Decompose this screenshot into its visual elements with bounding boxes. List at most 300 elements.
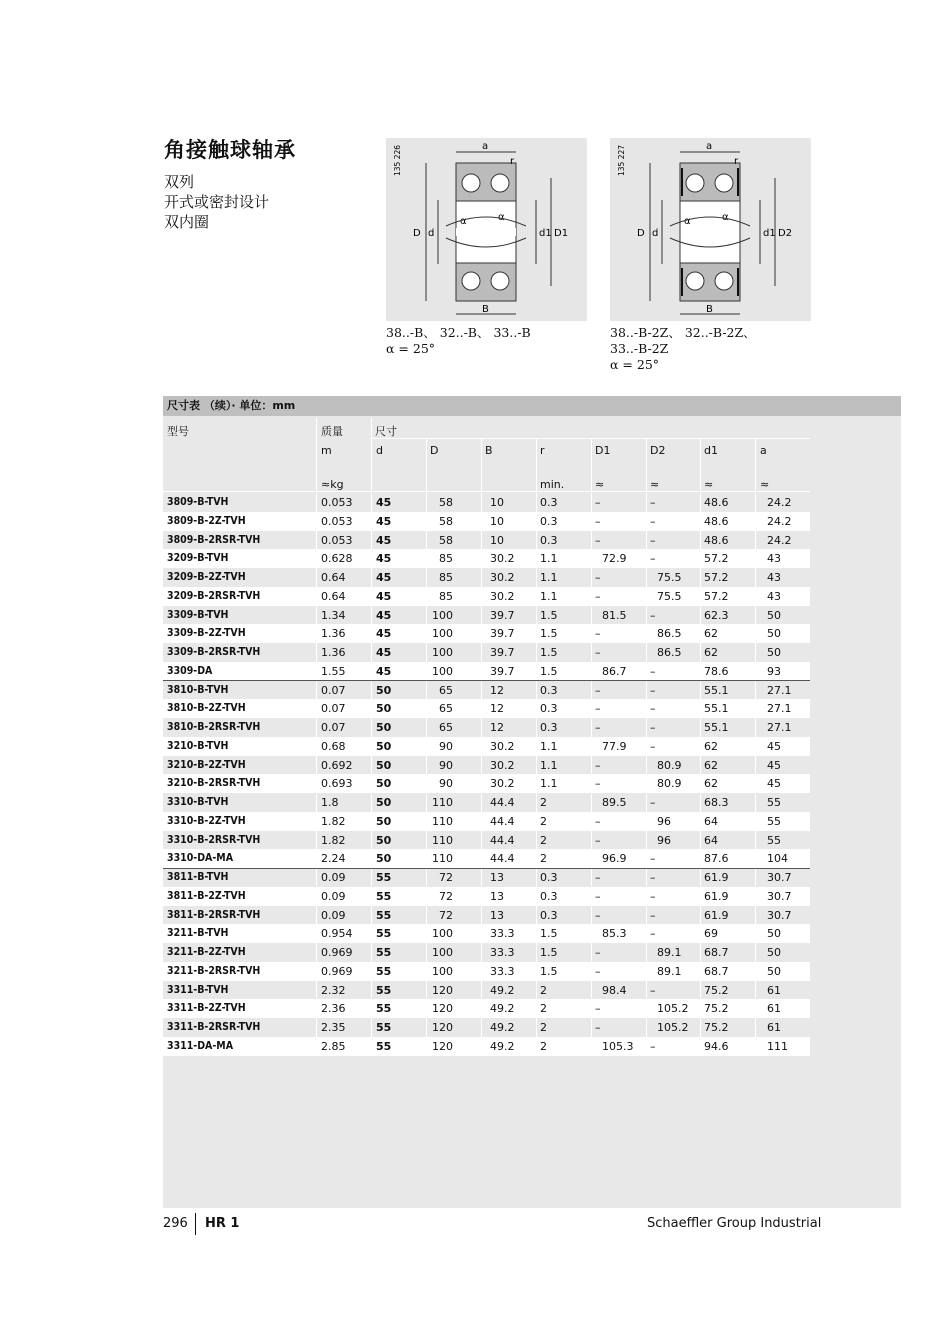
cell-d1: 55.1 (704, 721, 729, 734)
cell-mass: 0.09 (321, 889, 346, 903)
cell-r: 0.3 (540, 889, 558, 903)
cell-r: 1.1 (540, 739, 558, 753)
cell-D1: – (595, 1002, 601, 1016)
cell-D: 100 (432, 964, 453, 978)
cell-B: 12 (490, 683, 504, 697)
cell-r: 1.1 (540, 552, 558, 566)
cell-designation: 3310-DA-MA (167, 852, 234, 865)
table-row (163, 549, 810, 568)
cell-d: 45 (376, 608, 392, 622)
cell-mass: 0.053 (321, 514, 353, 528)
cell-mass: 1.55 (321, 664, 346, 678)
cell-D1: – (595, 683, 601, 697)
cell-d1: 62 (704, 646, 718, 659)
table-row (163, 624, 810, 643)
cell-d1: 61.9 (704, 889, 729, 903)
cell-d: 50 (376, 721, 392, 734)
table-row (163, 587, 810, 606)
cell-D: 72 (439, 908, 453, 922)
cell-r: 1.5 (540, 664, 558, 678)
cell-a: 50 (767, 646, 781, 659)
cell-designation: 3209-B-TVH (167, 552, 229, 565)
cell-B: 30.2 (490, 552, 515, 566)
cell-r: 1.1 (540, 777, 558, 791)
cell-d1: 48.6 (704, 514, 729, 528)
cell-r: 1.5 (540, 627, 558, 641)
cell-a: 55 (767, 814, 781, 828)
cell-d1: 68.7 (704, 964, 729, 978)
cell-D1: 86.7 (602, 664, 627, 678)
cell-d1: 62 (704, 627, 718, 641)
cell-B: 30.2 (490, 571, 515, 584)
cell-designation: 3810-B-2Z-TVH (167, 702, 246, 715)
cell-D: 120 (432, 1002, 453, 1016)
cell-designation: 3310-B-2RSR-TVH (167, 833, 261, 846)
cell-r: 2 (540, 1039, 547, 1053)
cell-d1: 64 (704, 833, 718, 847)
cell-d: 55 (376, 964, 392, 978)
cell-B: 39.7 (490, 646, 515, 659)
cell-d: 45 (376, 552, 392, 566)
cell-d: 50 (376, 814, 392, 828)
cell-D2: – (650, 608, 656, 622)
cell-D1: – (595, 814, 601, 828)
cell-r: 1.5 (540, 964, 558, 978)
cell-D: 100 (432, 646, 453, 659)
dim-label-d: d (428, 228, 435, 239)
cell-a: 30.7 (767, 908, 792, 922)
cell-D1: – (595, 702, 601, 716)
cell-D2: – (650, 908, 656, 922)
dim-label-B: B (706, 304, 713, 315)
cell-D2: 89.1 (657, 946, 682, 959)
cell-designation: 3311-B-TVH (167, 983, 229, 996)
cell-D2: – (650, 852, 656, 866)
cell-D: 120 (432, 1021, 453, 1034)
cell-d: 50 (376, 739, 392, 753)
cell-mass: 2.32 (321, 983, 346, 997)
cell-B: 49.2 (490, 1002, 515, 1016)
dim-label-D1: D1 (554, 228, 569, 239)
cell-D1: – (595, 964, 601, 978)
cell-D: 58 (439, 496, 453, 509)
table-row (163, 718, 810, 737)
dim-label-D2: D2 (778, 228, 793, 239)
cell-D: 110 (432, 852, 453, 866)
cell-a: 50 (767, 927, 781, 941)
cell-mass: 0.09 (321, 908, 346, 922)
cell-designation: 3810-B-2RSR-TVH (167, 721, 261, 733)
table-row (163, 812, 810, 831)
table-row (163, 774, 810, 793)
header-col-D2: D2 (650, 444, 666, 457)
cell-d1: 57.2 (704, 571, 729, 584)
cell-r: 2 (540, 833, 547, 847)
cell-r: 2 (540, 1002, 547, 1016)
subtitle-line: 双内圈 (164, 213, 210, 231)
dim-label-d1: d1 (539, 228, 552, 239)
cell-D2: 75.5 (657, 589, 682, 603)
table-row (163, 849, 810, 868)
cell-designation: 3210-B-TVH (167, 739, 229, 752)
cell-d: 45 (376, 496, 392, 509)
cell-D1: – (595, 646, 601, 659)
cell-d: 55 (376, 983, 392, 997)
cell-B: 44.4 (490, 852, 515, 866)
table-row (163, 868, 810, 887)
cell-D2: – (650, 496, 656, 509)
cell-a: 30.7 (767, 889, 792, 903)
cell-D1: 89.5 (602, 796, 627, 809)
cell-mass: 0.954 (321, 927, 353, 941)
cell-B: 49.2 (490, 983, 515, 997)
cell-D1: – (595, 496, 601, 509)
cell-B: 10 (490, 533, 504, 547)
cell-D2: – (650, 533, 656, 547)
cell-D: 65 (439, 683, 453, 697)
cell-D1: – (595, 908, 601, 922)
cell-d: 50 (376, 702, 392, 716)
cell-d1: 64 (704, 814, 718, 828)
cell-mass: 0.64 (321, 571, 346, 584)
cell-D2: – (650, 552, 656, 566)
cell-r: 1.5 (540, 646, 558, 659)
cell-D1: – (595, 1021, 601, 1034)
cell-B: 10 (490, 514, 504, 528)
cell-d1: 57.2 (704, 589, 729, 603)
cell-designation: 3310-B-TVH (167, 796, 229, 808)
cell-D: 58 (439, 514, 453, 528)
cell-designation: 3211-B-TVH (167, 927, 229, 940)
cell-mass: 2.24 (321, 852, 346, 866)
cell-D2: – (650, 702, 656, 716)
cell-D1: – (595, 533, 601, 547)
cell-d1: 62.3 (704, 608, 729, 622)
header-col-a: a (760, 444, 767, 457)
cell-D1: – (595, 571, 601, 584)
cell-d1: 75.2 (704, 1002, 729, 1016)
cell-d: 45 (376, 589, 392, 603)
cell-D2: – (650, 1039, 656, 1053)
cell-d1: 55.1 (704, 683, 729, 697)
cell-D: 120 (432, 983, 453, 997)
cell-D: 90 (439, 777, 453, 791)
cell-a: 104 (767, 852, 788, 866)
bearing-drawing-shielded (610, 138, 811, 321)
cell-d: 55 (376, 946, 392, 959)
header-mass-symbol: m (321, 444, 332, 457)
cell-D: 100 (432, 608, 453, 622)
cell-r: 0.3 (540, 496, 558, 509)
cell-d: 50 (376, 796, 392, 809)
cell-D2: – (650, 889, 656, 903)
cell-D1: – (595, 946, 601, 959)
cell-D1: – (595, 833, 601, 847)
header-designation: 型号 (167, 425, 189, 438)
cell-D2: 96 (657, 814, 671, 828)
cell-a: 24.2 (767, 496, 792, 509)
cell-D1: – (595, 627, 601, 641)
cell-B: 33.3 (490, 927, 515, 941)
cell-d: 55 (376, 871, 392, 884)
cell-d: 55 (376, 889, 392, 903)
cell-mass: 0.969 (321, 946, 353, 959)
dim-label-B: B (482, 304, 489, 315)
cell-D2: 105.2 (657, 1002, 689, 1016)
cell-r: 0.3 (540, 908, 558, 922)
cell-D: 85 (439, 552, 453, 566)
cell-mass: 0.64 (321, 589, 346, 603)
cell-D1: 77.9 (602, 739, 627, 753)
cell-D: 120 (432, 1039, 453, 1053)
cell-d: 45 (376, 571, 392, 584)
cell-D: 100 (432, 627, 453, 641)
cell-a: 55 (767, 796, 781, 809)
cell-designation: 3311-B-2Z-TVH (167, 1002, 246, 1015)
table-row (163, 662, 810, 681)
cell-B: 30.2 (490, 739, 515, 753)
unit-D1: ≈ (595, 478, 605, 491)
cell-d1: 62 (704, 758, 718, 772)
header-col-d1: d1 (704, 444, 718, 457)
cell-mass: 0.68 (321, 739, 346, 753)
angle-label: α (460, 216, 467, 227)
cell-r: 0.3 (540, 702, 558, 716)
cell-r: 0.3 (540, 514, 558, 528)
cell-D2: 86.5 (657, 646, 682, 659)
cell-designation: 3309-B-TVH (167, 608, 229, 621)
cell-D2: – (650, 683, 656, 697)
cell-designation: 3309-B-2RSR-TVH (167, 646, 261, 658)
table-row (163, 568, 810, 587)
company-name: Schaeffler Group Industrial (647, 1216, 822, 1231)
cell-a: 50 (767, 627, 781, 641)
cell-a: 45 (767, 777, 781, 791)
cell-D1: – (595, 889, 601, 903)
cell-D2: 80.9 (657, 758, 682, 772)
cell-d: 50 (376, 833, 392, 847)
cell-r: 0.3 (540, 721, 558, 734)
table-row (163, 793, 810, 812)
cell-D2: 80.9 (657, 777, 682, 791)
cell-designation: 3811-B-2Z-TVH (167, 889, 246, 902)
cell-D2: – (650, 796, 656, 809)
cell-d: 50 (376, 852, 392, 866)
cell-D2: – (650, 721, 656, 734)
subtitle-line: 双列 (164, 173, 195, 191)
cell-a: 27.1 (767, 702, 792, 716)
unit-a: ≈ (760, 478, 770, 491)
cell-d1: 48.6 (704, 496, 729, 509)
dim-label-d1: d1 (763, 228, 776, 239)
dimension-table (163, 396, 901, 1208)
cell-B: 39.7 (490, 627, 515, 641)
cell-D1: 72.9 (602, 552, 627, 566)
figure-code: 135 226 (393, 144, 402, 176)
cell-D2: 89.1 (657, 964, 682, 978)
cell-d1: 75.2 (704, 1021, 729, 1034)
cell-designation: 3210-B-2Z-TVH (167, 758, 246, 771)
cell-a: 93 (767, 664, 781, 678)
cell-D1: – (595, 871, 601, 884)
cell-d: 55 (376, 1021, 392, 1034)
cell-d: 45 (376, 533, 392, 547)
cell-r: 2 (540, 852, 547, 866)
cell-d1: 57.2 (704, 552, 729, 566)
dim-label-d: d (652, 228, 659, 239)
cell-D1: 85.3 (602, 927, 627, 941)
cell-D: 110 (432, 833, 453, 847)
cell-d: 55 (376, 908, 392, 922)
cell-mass: 1.82 (321, 833, 346, 847)
cell-mass: 1.36 (321, 627, 346, 641)
cell-D2: – (650, 871, 656, 884)
header-mass: 质量 (321, 425, 343, 438)
cell-d1: 69 (704, 927, 718, 941)
cell-d: 55 (376, 927, 392, 941)
cell-mass: 1.8 (321, 796, 339, 809)
cell-mass: 2.85 (321, 1039, 346, 1053)
cell-B: 44.4 (490, 833, 515, 847)
dim-label-a: a (482, 141, 489, 152)
cell-a: 24.2 (767, 533, 792, 547)
cell-designation: 3211-B-2Z-TVH (167, 946, 246, 958)
cell-D1: 81.5 (602, 608, 627, 622)
table-title: 尺寸表 （续）· 单位：mm (163, 396, 901, 416)
dim-label-r: r (510, 156, 515, 167)
cell-r: 1.1 (540, 758, 558, 772)
cell-a: 111 (767, 1039, 788, 1053)
cell-a: 43 (767, 552, 781, 566)
header-col-D: D (430, 444, 439, 457)
cell-d: 45 (376, 664, 392, 678)
table-row (163, 962, 810, 981)
cell-d1: 48.6 (704, 533, 729, 547)
cell-d1: 87.6 (704, 852, 729, 866)
cell-d1: 61.9 (704, 871, 729, 884)
cell-D2: – (650, 739, 656, 753)
dim-label-D: D (637, 228, 645, 239)
cell-mass: 2.35 (321, 1021, 346, 1034)
cell-d: 50 (376, 683, 392, 697)
cell-a: 24.2 (767, 514, 792, 528)
cell-designation: 3309-B-2Z-TVH (167, 627, 246, 640)
cell-B: 49.2 (490, 1021, 515, 1034)
cell-B: 13 (490, 889, 504, 903)
table-row (163, 756, 810, 775)
cell-D: 85 (439, 589, 453, 603)
page-title: 角接触球轴承 (164, 138, 296, 162)
cell-r: 1.5 (540, 927, 558, 941)
cell-D1: 96.9 (602, 852, 627, 866)
cell-D2: – (650, 514, 656, 528)
cell-D1: – (595, 758, 601, 772)
header-dimensions: 尺寸 (375, 425, 397, 438)
cell-B: 44.4 (490, 796, 515, 809)
cell-B: 33.3 (490, 964, 515, 978)
unit-r: min. (540, 478, 565, 491)
cell-a: 30.7 (767, 871, 792, 884)
cell-mass: 1.36 (321, 646, 346, 659)
cell-d: 45 (376, 514, 392, 528)
heading-block (164, 134, 296, 232)
cell-D2: – (650, 983, 656, 997)
header-mass-unit: ≈kg (321, 478, 344, 491)
cell-D: 58 (439, 533, 453, 547)
page-number: 296 (163, 1216, 188, 1231)
cell-D: 65 (439, 721, 453, 734)
subtitle-line: 开式或密封设计 (164, 193, 270, 211)
cell-mass: 2.36 (321, 1002, 346, 1016)
cell-r: 0.3 (540, 533, 558, 547)
header-col-d: d (376, 444, 383, 457)
bearing-drawing-open (386, 138, 587, 321)
cell-D: 72 (439, 871, 453, 884)
cell-D1: – (595, 514, 601, 528)
table-row (163, 531, 810, 550)
table-row (163, 737, 810, 756)
cell-d: 50 (376, 758, 392, 772)
cell-designation: 3311-B-2RSR-TVH (167, 1021, 261, 1033)
cell-d1: 68.7 (704, 946, 729, 959)
table-row (163, 924, 810, 943)
cell-mass: 1.82 (321, 814, 346, 828)
header-col-B: B (485, 444, 493, 457)
cell-mass: 0.07 (321, 702, 346, 716)
cell-D: 90 (439, 758, 453, 772)
cell-B: 49.2 (490, 1039, 515, 1053)
cell-d1: 68.3 (704, 796, 729, 809)
figure-caption: 38..-B-2Z、 32..-B-2Z、 33..-B-2Z α = 25° (610, 325, 756, 372)
cell-mass: 0.053 (321, 496, 353, 509)
table-row (163, 493, 810, 512)
cell-a: 61 (767, 1021, 781, 1034)
cell-d1: 75.2 (704, 983, 729, 997)
figure-caption: 38..-B、 32..-B、 33..-B α = 25° (386, 325, 531, 356)
table-row (163, 606, 810, 625)
cell-designation: 3310-B-2Z-TVH (167, 814, 246, 827)
cell-a: 43 (767, 589, 781, 603)
cell-D: 100 (432, 664, 453, 678)
cell-r: 0.3 (540, 871, 558, 884)
cell-designation: 3211-B-2RSR-TVH (167, 964, 261, 977)
cell-r: 0.3 (540, 683, 558, 697)
cell-d1: 55.1 (704, 702, 729, 716)
cell-d: 55 (376, 1039, 392, 1053)
cell-r: 1.1 (540, 589, 558, 603)
cell-B: 12 (490, 721, 504, 734)
cell-d1: 94.6 (704, 1039, 729, 1053)
cell-D2: 105.2 (657, 1021, 689, 1034)
cell-mass: 1.34 (321, 608, 346, 622)
table-row (163, 887, 810, 906)
cell-mass: 0.628 (321, 552, 353, 566)
cell-designation: 3210-B-2RSR-TVH (167, 777, 261, 790)
cell-D2: 86.5 (657, 627, 682, 641)
cell-D2: 96 (657, 833, 671, 847)
cell-r: 2 (540, 796, 547, 809)
cell-r: 2 (540, 1021, 547, 1034)
cell-a: 50 (767, 964, 781, 978)
cell-r: 1.1 (540, 571, 558, 584)
cell-D1: 105.3 (602, 1039, 634, 1053)
cell-designation: 3309-DA (167, 664, 213, 677)
cell-B: 30.2 (490, 777, 515, 791)
cell-B: 13 (490, 908, 504, 922)
cell-designation: 3809-B-2RSR-TVH (167, 533, 261, 546)
cell-designation: 3209-B-2RSR-TVH (167, 589, 261, 602)
cell-d: 45 (376, 627, 392, 641)
